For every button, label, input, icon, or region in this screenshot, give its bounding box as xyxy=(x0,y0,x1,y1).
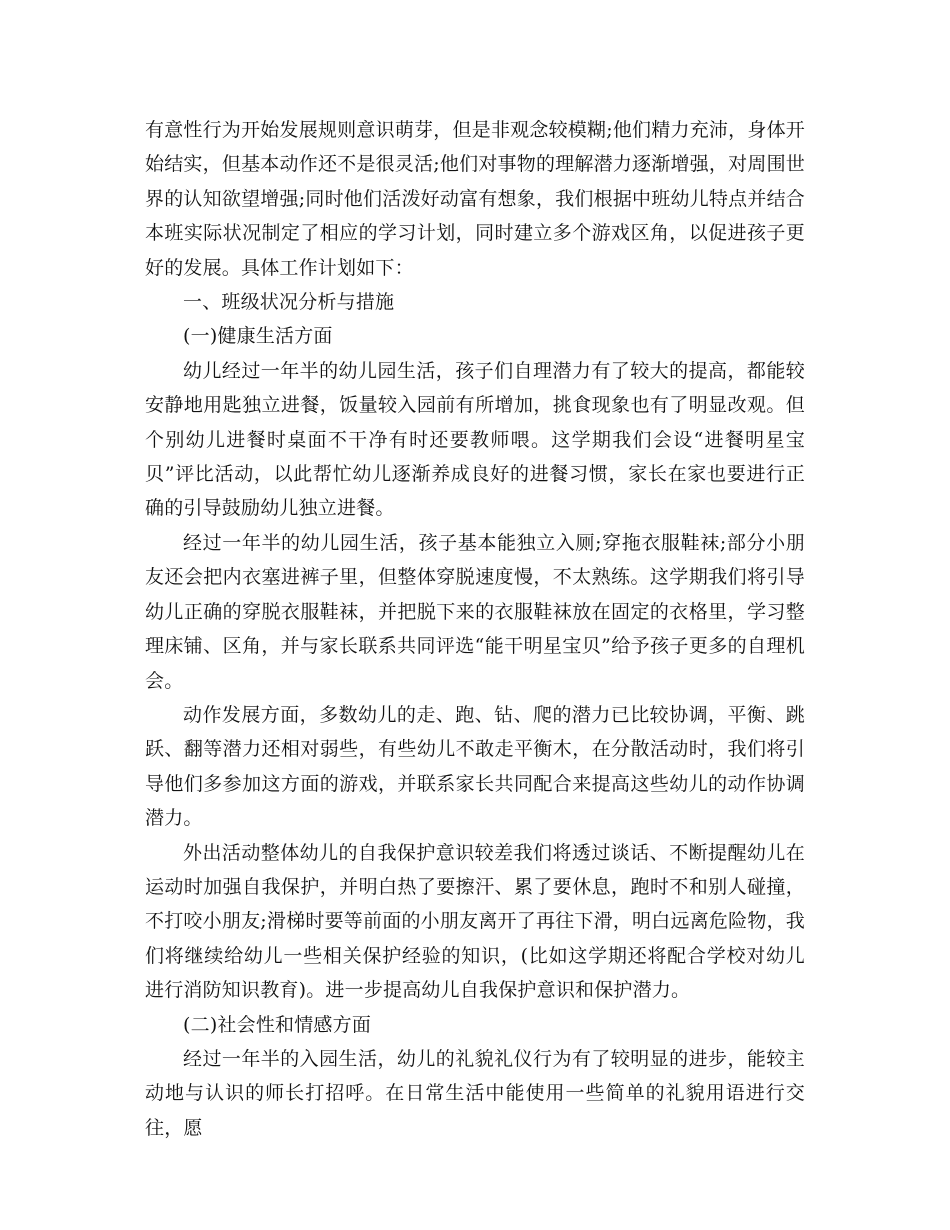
paragraph-etiquette: 经过一年半的入园生活，幼儿的礼貌礼仪行为有了较明显的进步，能较主动地与认识的师长打招呼。在日常生活中能使用一些简单的礼貌用语进行交往，愿 xyxy=(145,1047,805,1139)
document-body xyxy=(145,113,805,1145)
paragraph-eating: 幼儿经过一年半的幼儿园生活，孩子们自理潜力有了较大的提高，都能较安静地用匙独立进餐，饭量较入园前有所增加，挑食现象也有了明显改观。但个别幼儿进餐时桌面不干净有时还要教师喂。这学期我们会设“进餐明星宝贝”评比活动，以此帮忙幼儿逐渐养成良好的进餐习惯，家长在家也要进行正确的引导鼓励幼儿独立进餐。 xyxy=(145,359,805,520)
paragraph-motor-development: 动作发展方面，多数幼儿的走、跑、钻、爬的潜力已比较协调，平衡、跳跃、翻等潜力还相对弱些，有些幼儿不敢走平衡木，在分散活动时，我们将引导他们多参加这方面的游戏，并联系家长共同配合来提高这些幼儿的动作协调潜力。 xyxy=(145,703,805,830)
subsection-heading-social-emotion: (二)社会性和情感方面 xyxy=(183,1013,372,1036)
paragraph-self-protection: 外出活动整体幼儿的自我保护意识较差我们将透过谈话、不断提醒幼儿在运动时加强自我保护，并明白热了要擦汗、累了要休息，跑时不和别人碰撞，不打咬小朋友;滑梯时要等前面的小朋友离开了再往下滑，明白远离危险物，我们将继续给幼儿一些相关保护经验的知识，(比如这学期还将配合学校对幼儿进行消防知识教育)。进一步提高幼儿自我保护意识和保护潜力。 xyxy=(145,841,805,1002)
paragraph-self-care: 经过一年半的幼儿园生活，孩子基本能独立入厕;穿拖衣服鞋袜;部分小朋友还会把内衣塞进裤子里，但整体穿脱速度慢，不太熟练。这学期我们将引导幼儿正确的穿脱衣服鞋袜，并把脱下来的衣服鞋袜放在固定的衣格里，学习整理床铺、区角，并与家长联系共同评选“能干明星宝贝”给予孩子更多的自理机会。 xyxy=(145,531,805,692)
subsection-heading-health-life: (一)健康生活方面 xyxy=(183,325,333,348)
paragraph-continuation: 有意性行为开始发展规则意识萌芽，但是非观念较模糊;他们精力充沛，身体开始结实，但基本动作还不是很灵活;他们对事物的理解潜力逐渐增强，对周围世界的认知欲望增强;同时他们活泼好动富有想象，我们根据中班幼儿特点并结合本班实际状况制定了相应的学习计划，同时建立多个游戏区角，以促进孩子更好的发展。具体工作计划如下： xyxy=(145,119,805,279)
section-heading-class-analysis: 一、班级状况分析与措施 xyxy=(183,291,395,314)
